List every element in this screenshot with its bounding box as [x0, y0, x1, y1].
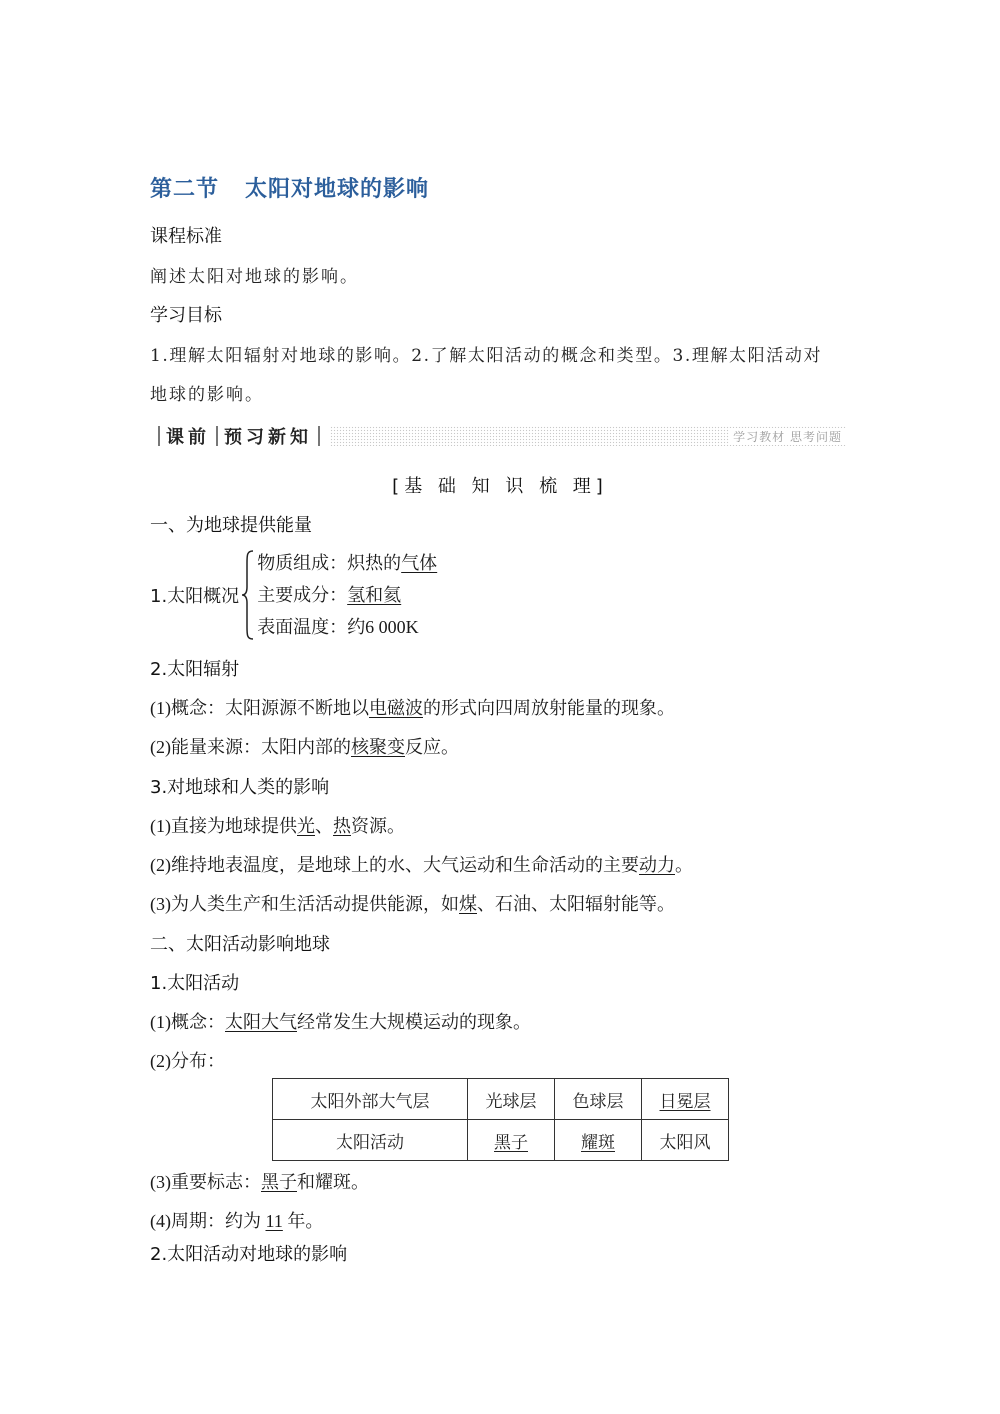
text: 的形式向四周放射能量的现象。	[423, 698, 675, 718]
activity-markers	[150, 1168, 369, 1194]
text: 经常发生大规模运动的现象。	[297, 1012, 531, 1032]
table-row	[273, 1120, 729, 1161]
overview-key: 物质组成：	[257, 553, 348, 573]
overview-answer: 气体	[401, 553, 438, 573]
overview-key: 表面温度：	[257, 617, 348, 637]
table-cell: 太阳外部大气层	[273, 1079, 468, 1120]
page-title	[150, 172, 429, 203]
radiation-heading: 2.太阳辐射	[150, 659, 240, 680]
distribution-table	[272, 1078, 729, 1161]
sec2-heading: 二、太阳活动影响地球	[150, 934, 330, 955]
text: (1)直接为地球提供	[150, 816, 297, 836]
banner-divider	[318, 426, 320, 446]
text: (2)维持地表温度，是地球上的水、大气运动和生命活动的主要	[150, 855, 639, 875]
sec1-heading: 一、为地球提供能量	[150, 515, 312, 536]
activity-distribution-label: (2)分布：	[150, 1051, 225, 1071]
activity-period	[150, 1207, 323, 1233]
text: (1)概念：	[150, 1012, 225, 1032]
impact-point-3	[150, 890, 675, 916]
overview-answer: 氢和氦	[347, 585, 402, 605]
text: (2)能量来源：太阳内部的	[150, 737, 351, 757]
text: 、	[315, 816, 333, 836]
text: (4)周期：约为	[150, 1211, 266, 1231]
overview-item	[257, 611, 437, 643]
impact-point-2	[150, 851, 693, 877]
overview-item	[257, 579, 437, 611]
banner-dotted-fill	[330, 426, 846, 446]
section-number: 第二节	[150, 177, 220, 202]
radiation-source	[150, 733, 459, 759]
objectives-line-2: 地球的影响。	[150, 385, 264, 405]
banner-hint: 学习教材 思考问题	[729, 428, 846, 445]
banner-divider	[216, 426, 218, 446]
answer: 动力	[639, 855, 675, 875]
knowledge-title: [基 础 知 识 梳 理]	[392, 476, 608, 497]
text: 、石油、太阳辐射能等。	[477, 894, 675, 914]
section-banner	[152, 424, 846, 448]
sun-overview-label: 1.太阳概况	[150, 586, 240, 607]
banner-part-1: 课前	[166, 427, 210, 448]
table-cell	[555, 1120, 642, 1161]
overview-text: 约6 000K	[347, 617, 419, 637]
activity-heading: 1.太阳活动	[150, 973, 240, 994]
answer: 黑子	[261, 1172, 297, 1192]
answer: 核聚变	[351, 737, 405, 757]
section-title: 太阳对地球的影响	[245, 177, 430, 202]
answer: 电磁波	[369, 698, 423, 718]
overview-key: 主要成分：	[257, 585, 348, 605]
left-brace-icon	[241, 549, 255, 641]
table-cell: 太阳活动	[273, 1120, 468, 1161]
table-cell: 光球层	[468, 1079, 555, 1120]
text: 和耀斑。	[297, 1172, 369, 1192]
answer: 11	[265, 1211, 283, 1231]
table-cell: 太阳风	[642, 1120, 729, 1161]
objectives-heading: 学习目标	[150, 305, 222, 326]
answer: 光	[297, 816, 315, 836]
activity-impact-heading: 2.太阳活动对地球的影响	[150, 1244, 348, 1265]
answer: 太阳大气	[225, 1012, 297, 1032]
text: (3)为人类生产和生活活动提供能源，如	[150, 894, 459, 914]
text: 年。	[282, 1211, 324, 1231]
radiation-concept	[150, 694, 675, 720]
text: 反应。	[405, 737, 459, 757]
answer: 耀斑	[581, 1132, 615, 1153]
overview-text: 炽热的	[347, 553, 402, 573]
table-cell: 色球层	[555, 1079, 642, 1120]
answer: 煤	[459, 894, 477, 914]
text: 。	[675, 855, 693, 875]
table-row	[273, 1079, 729, 1120]
overview-item	[257, 547, 437, 579]
objectives-line-1: 1.理解太阳辐射对地球的影响。2.了解太阳活动的概念和类型。3.理解太阳活动对	[150, 346, 823, 366]
sun-overview	[150, 547, 437, 643]
curriculum-heading: 课程标准	[150, 226, 222, 247]
answer: 黑子	[494, 1132, 528, 1153]
banner-part-2: 预习新知	[224, 427, 312, 448]
table-cell	[468, 1120, 555, 1161]
impact-heading: 3.对地球和人类的影响	[150, 777, 330, 798]
sun-overview-items	[257, 547, 437, 643]
text: (3)重要标志：	[150, 1172, 261, 1192]
text: (1)概念：太阳源源不断地以	[150, 698, 369, 718]
answer: 日冕层	[659, 1091, 711, 1112]
text: 资源。	[351, 816, 405, 836]
banner-divider	[158, 426, 160, 446]
table-cell	[642, 1079, 729, 1120]
answer: 热	[333, 816, 351, 836]
curriculum-text: 阐述太阳对地球的影响。	[150, 267, 359, 287]
impact-point-1	[150, 812, 405, 838]
activity-concept	[150, 1008, 531, 1034]
